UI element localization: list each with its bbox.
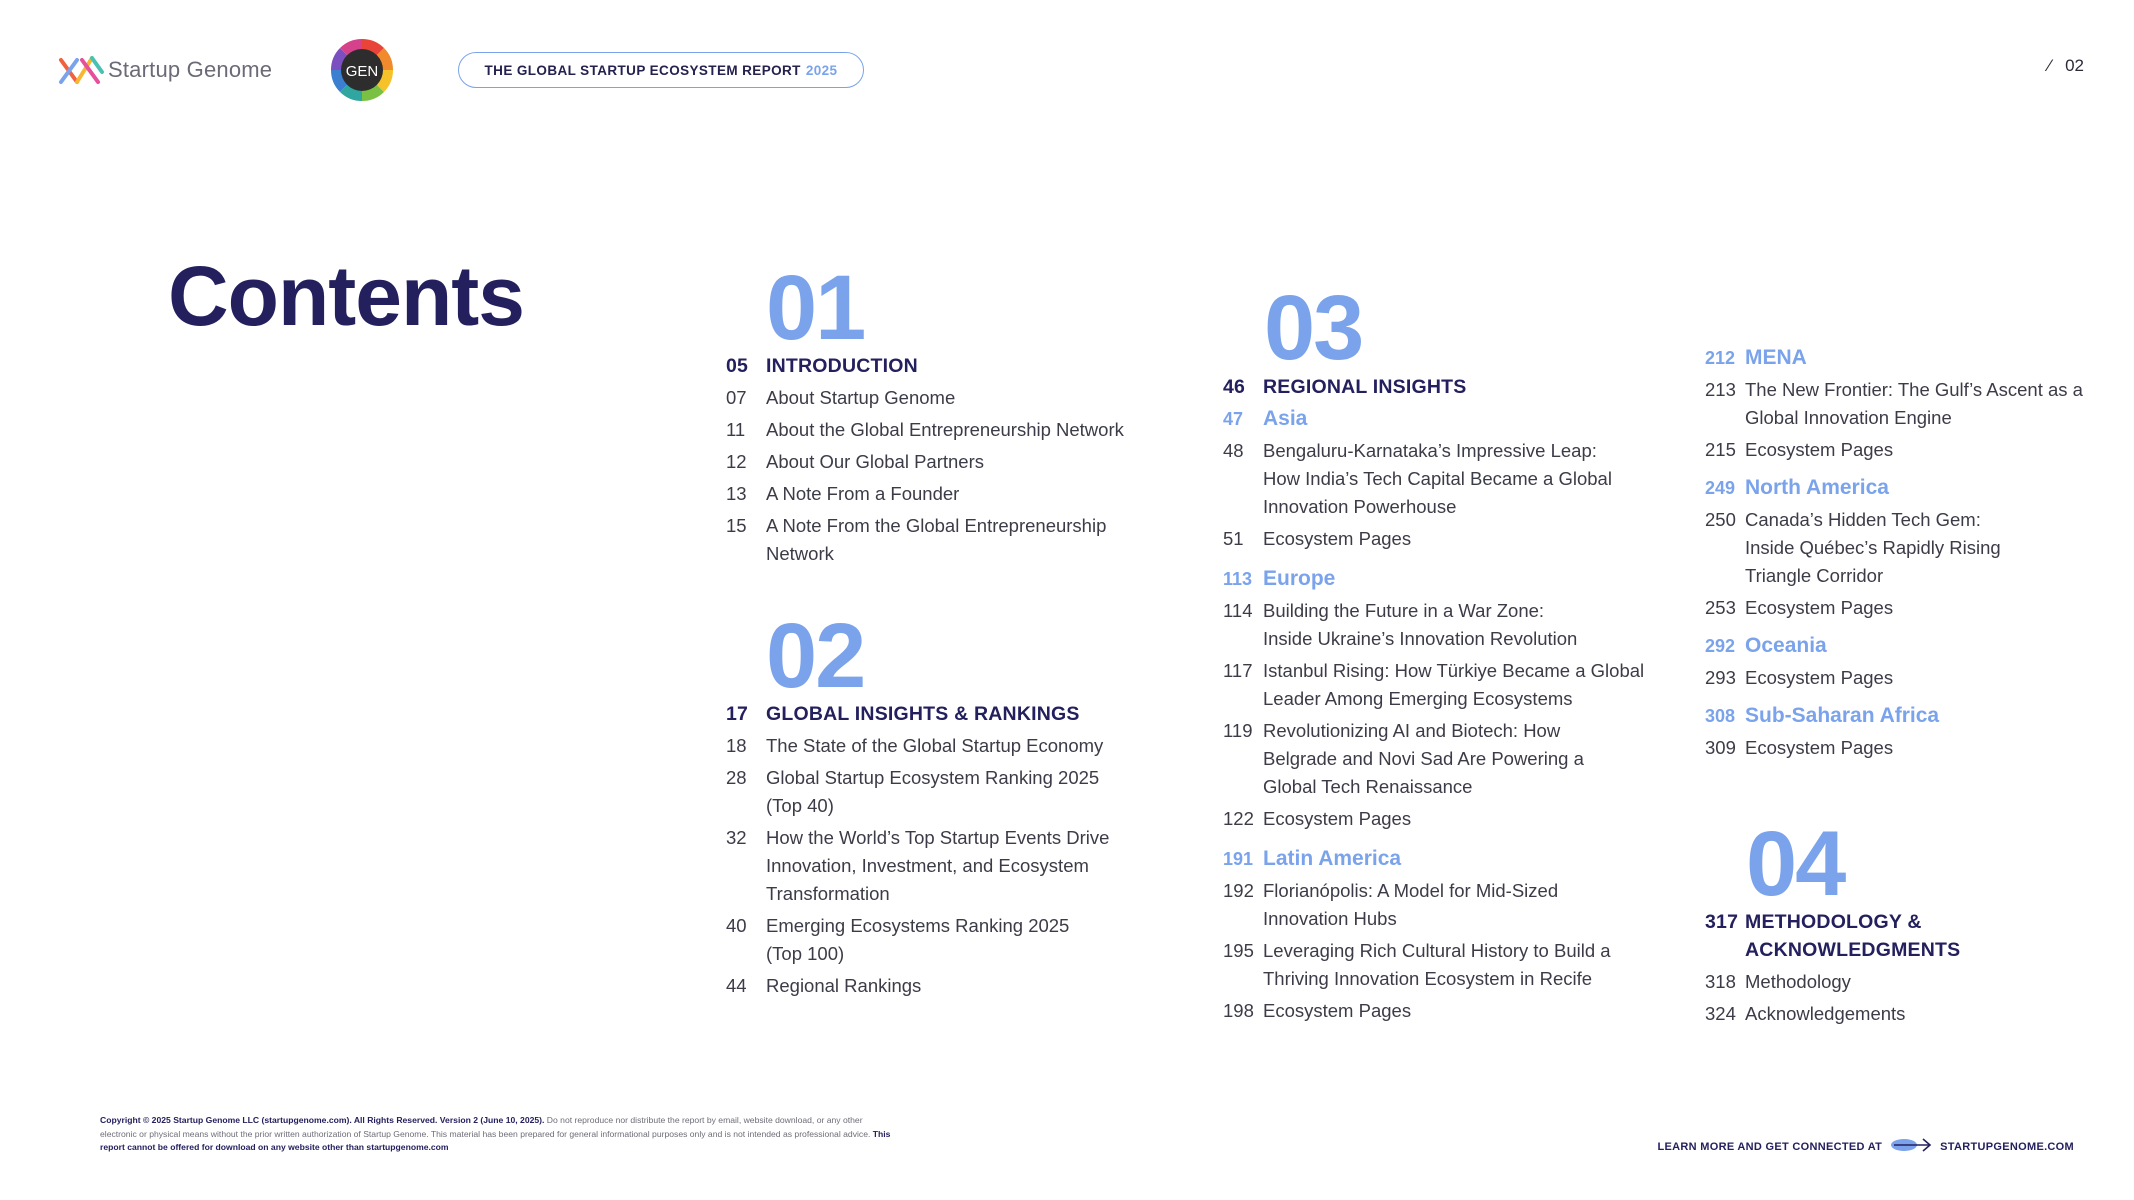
section-02-list [726, 700, 1146, 1004]
report-year: 2025 [805, 62, 838, 78]
toc-item[interactable] [726, 416, 1196, 444]
toc-label: INTRODUCTION [766, 355, 918, 377]
report-title: THE GLOBAL STARTUP ECOSYSTEM REPORT [484, 62, 801, 78]
toc-region-mena[interactable] [1705, 344, 2085, 372]
toc-item[interactable] [726, 512, 1156, 568]
toc-label: Methodology [1745, 971, 1851, 992]
toc-label: Regional Rankings [766, 975, 922, 996]
toc-page: 113 [1223, 569, 1253, 589]
section-number-01: 01 [766, 257, 865, 359]
toc-label: Canada’s Hidden Tech Gem: Inside Québec’s Rapidly Rising Triangle Corridor [1745, 509, 2001, 586]
toc-page: 11 [726, 419, 746, 440]
toc-item[interactable] [1223, 805, 1663, 833]
toc-page: 05 [726, 355, 749, 377]
toc-label: A Note From the Global Entrepreneurship Network [766, 515, 1107, 564]
toc-item[interactable] [1705, 968, 2025, 996]
toc-label: The State of the Global Startup Economy [766, 735, 1104, 756]
gen-ring-icon [330, 38, 394, 102]
toc-page: 17 [726, 703, 749, 725]
toc-label: Acknowledgements [1745, 1003, 1906, 1024]
toc-label: Ecosystem Pages [1263, 528, 1412, 549]
toc-page: 292 [1705, 636, 1736, 656]
toc-label: North America [1745, 476, 1889, 499]
toc-label: Ecosystem Pages [1263, 1000, 1412, 1021]
toc-page: 18 [726, 735, 747, 756]
toc-label: About the Global Entrepreneurship Network [766, 419, 1124, 440]
arrow-right-icon [1890, 1135, 1934, 1158]
toc-label: Bengaluru-Karnataka’s Impressive Leap: How India’s Tech Capital Became a Global Innovation Powerhouse [1263, 440, 1612, 517]
report-title-pill[interactable] [458, 52, 864, 88]
toc-item[interactable] [726, 764, 1126, 820]
section-number-04: 04 [1746, 813, 1845, 915]
copyright-bold: Copyright © 2025 Startup Genome LLC (startupgenome.com). All Rights Reserved. Version 2 (June 10, 2025). [100, 1115, 545, 1125]
toc-label: MENA [1745, 346, 1807, 369]
toc-page: 309 [1705, 737, 1736, 758]
toc-item[interactable] [1705, 734, 2085, 762]
startup-genome-logo[interactable] [58, 50, 272, 90]
toc-page: 119 [1223, 720, 1253, 741]
toc-label: METHODOLOGY & ACKNOWLEDGMENTS [1745, 911, 1961, 961]
toc-label: Ecosystem Pages [1745, 667, 1894, 688]
slash-icon: ⁄ [2048, 56, 2052, 75]
toc-page: 40 [726, 915, 747, 936]
toc-item[interactable] [726, 448, 1196, 476]
toc-region-europe[interactable] [1223, 565, 1663, 593]
toc-label: How the World’s Top Startup Events Drive Innovation, Investment, and Ecosystem Transformation [766, 827, 1110, 904]
section-number-03: 03 [1264, 277, 1363, 379]
toc-page: 213 [1705, 379, 1736, 400]
page-number: 02 [2065, 56, 2084, 75]
page-title: Contents [168, 249, 524, 343]
toc-item[interactable] [1705, 436, 2085, 464]
toc-page: 122 [1223, 808, 1254, 829]
toc-item[interactable] [1705, 1000, 2025, 1028]
toc-page: 324 [1705, 1003, 1736, 1024]
toc-item[interactable] [726, 384, 1196, 412]
toc-item[interactable] [1223, 717, 1633, 801]
footer-url-link[interactable]: STARTUPGENOME.COM [1940, 1140, 2074, 1153]
toc-item[interactable] [1223, 997, 1663, 1025]
toc-page: 15 [726, 515, 747, 536]
toc-label: Sub-Saharan Africa [1745, 704, 1940, 727]
gen-badge[interactable] [330, 38, 394, 102]
toc-head-introduction[interactable] [726, 352, 1196, 380]
toc-item[interactable] [726, 732, 1146, 760]
toc-label: Oceania [1745, 634, 1827, 657]
toc-label: Istanbul Rising: How Türkiye Became a Global Leader Among Emerging Ecosystems [1263, 660, 1645, 709]
toc-item[interactable] [1223, 597, 1583, 653]
toc-page: 293 [1705, 667, 1736, 688]
toc-page: 114 [1223, 600, 1253, 621]
section-04-list [1705, 908, 2025, 1032]
toc-label: Revolutionizing AI and Biotech: How Belgrade and Novi Sad Are Powering a Global Tech Renaissance [1263, 720, 1584, 797]
copyright-notice [100, 1114, 900, 1155]
toc-page: 28 [726, 767, 747, 788]
toc-region-oceania[interactable] [1705, 632, 2085, 660]
toc-label: About Our Global Partners [766, 451, 984, 472]
copyright-text: Do not reproduce nor distribute the report by email, website download, or any other electronic or physical means without the prior written authorization of Startup Genome. This material has been prepared for general informational purposes only and is not intended as professional advice. [100, 1115, 871, 1139]
toc-page: 117 [1223, 660, 1253, 681]
toc-label: Ecosystem Pages [1745, 597, 1894, 618]
toc-page: 249 [1705, 478, 1736, 498]
toc-page: 192 [1223, 880, 1254, 901]
toc-page: 195 [1223, 940, 1254, 961]
toc-page: 191 [1223, 849, 1254, 869]
toc-item[interactable] [1223, 877, 1593, 933]
toc-item[interactable] [726, 824, 1126, 908]
toc-item[interactable] [1223, 437, 1633, 521]
startup-genome-mark-icon [58, 52, 104, 88]
page-indicator [2048, 56, 2084, 76]
toc-label: Building the Future in a War Zone: Inside Ukraine’s Innovation Revolution [1263, 600, 1578, 649]
copyright-bold-2: This report cannot be offered for download on any website other than startupgenome.com [100, 1128, 891, 1152]
toc-page: 215 [1705, 439, 1736, 460]
toc-page: 13 [726, 483, 747, 504]
toc-item[interactable] [726, 480, 1196, 508]
toc-region-north-america[interactable] [1705, 474, 2085, 502]
section-01-list [726, 352, 1196, 572]
toc-page: 07 [726, 387, 747, 408]
toc-page: 48 [1223, 440, 1244, 461]
toc-head-global-insights[interactable] [726, 700, 1146, 728]
toc-region-sub-saharan-africa[interactable] [1705, 702, 2085, 730]
toc-page: 317 [1705, 911, 1739, 933]
toc-item[interactable] [726, 912, 1106, 968]
footer-cta-text: LEARN MORE AND GET CONNECTED AT [1657, 1140, 1883, 1153]
toc-item[interactable] [1223, 937, 1633, 993]
toc-head-regional-insights[interactable] [1223, 373, 1663, 401]
brand-name: Startup Genome [108, 57, 273, 82]
toc-page: 318 [1705, 971, 1736, 992]
toc-label: The New Frontier: The Gulf’s Ascent as a Global Innovation Engine [1745, 379, 2083, 428]
footer-cta[interactable] [1658, 1135, 2074, 1158]
toc-label: Global Startup Ecosystem Ranking 2025 (Top 40) [766, 767, 1100, 816]
toc-page: 51 [1223, 528, 1244, 549]
toc-page: 44 [726, 975, 747, 996]
toc-label: Ecosystem Pages [1263, 808, 1412, 829]
toc-page: 47 [1223, 409, 1244, 429]
toc-label: Ecosystem Pages [1745, 737, 1894, 758]
toc-item[interactable] [1705, 506, 2035, 590]
toc-page: 308 [1705, 706, 1736, 726]
toc-label: Leveraging Rich Cultural History to Build a Thriving Innovation Ecosystem in Recife [1263, 940, 1611, 989]
toc-label: Europe [1263, 567, 1336, 590]
toc-item[interactable] [1223, 657, 1668, 713]
toc-item[interactable] [1705, 664, 2085, 692]
section-03-continued-list [1705, 344, 2085, 766]
toc-page: 253 [1705, 597, 1736, 618]
gen-badge-label: GEN [345, 63, 379, 80]
toc-label: Asia [1263, 407, 1308, 430]
toc-page: 46 [1223, 376, 1246, 398]
toc-page: 250 [1705, 509, 1736, 530]
toc-page: 212 [1705, 348, 1736, 368]
section-number-02: 02 [766, 605, 865, 707]
toc-page: 32 [726, 827, 747, 848]
toc-region-asia[interactable] [1223, 405, 1663, 433]
toc-label: A Note From a Founder [766, 483, 960, 504]
toc-item[interactable] [726, 972, 1146, 1000]
section-03-list [1223, 373, 1663, 1029]
toc-page: 12 [726, 451, 747, 472]
toc-label: About Startup Genome [766, 387, 956, 408]
toc-page: 198 [1223, 1000, 1254, 1021]
toc-label: Florianópolis: A Model for Mid-Sized Innovation Hubs [1263, 880, 1559, 929]
toc-item[interactable] [1223, 525, 1663, 553]
toc-label: Emerging Ecosystems Ranking 2025 (Top 100) [766, 915, 1070, 964]
toc-item[interactable] [1705, 594, 2085, 622]
toc-head-methodology[interactable] [1705, 908, 2005, 964]
toc-item[interactable] [1705, 376, 2085, 432]
toc-label: GLOBAL INSIGHTS & RANKINGS [766, 703, 1080, 725]
toc-label: REGIONAL INSIGHTS [1263, 376, 1467, 398]
toc-label: Latin America [1263, 847, 1402, 870]
toc-region-latin-america[interactable] [1223, 845, 1663, 873]
toc-label: Ecosystem Pages [1745, 439, 1894, 460]
